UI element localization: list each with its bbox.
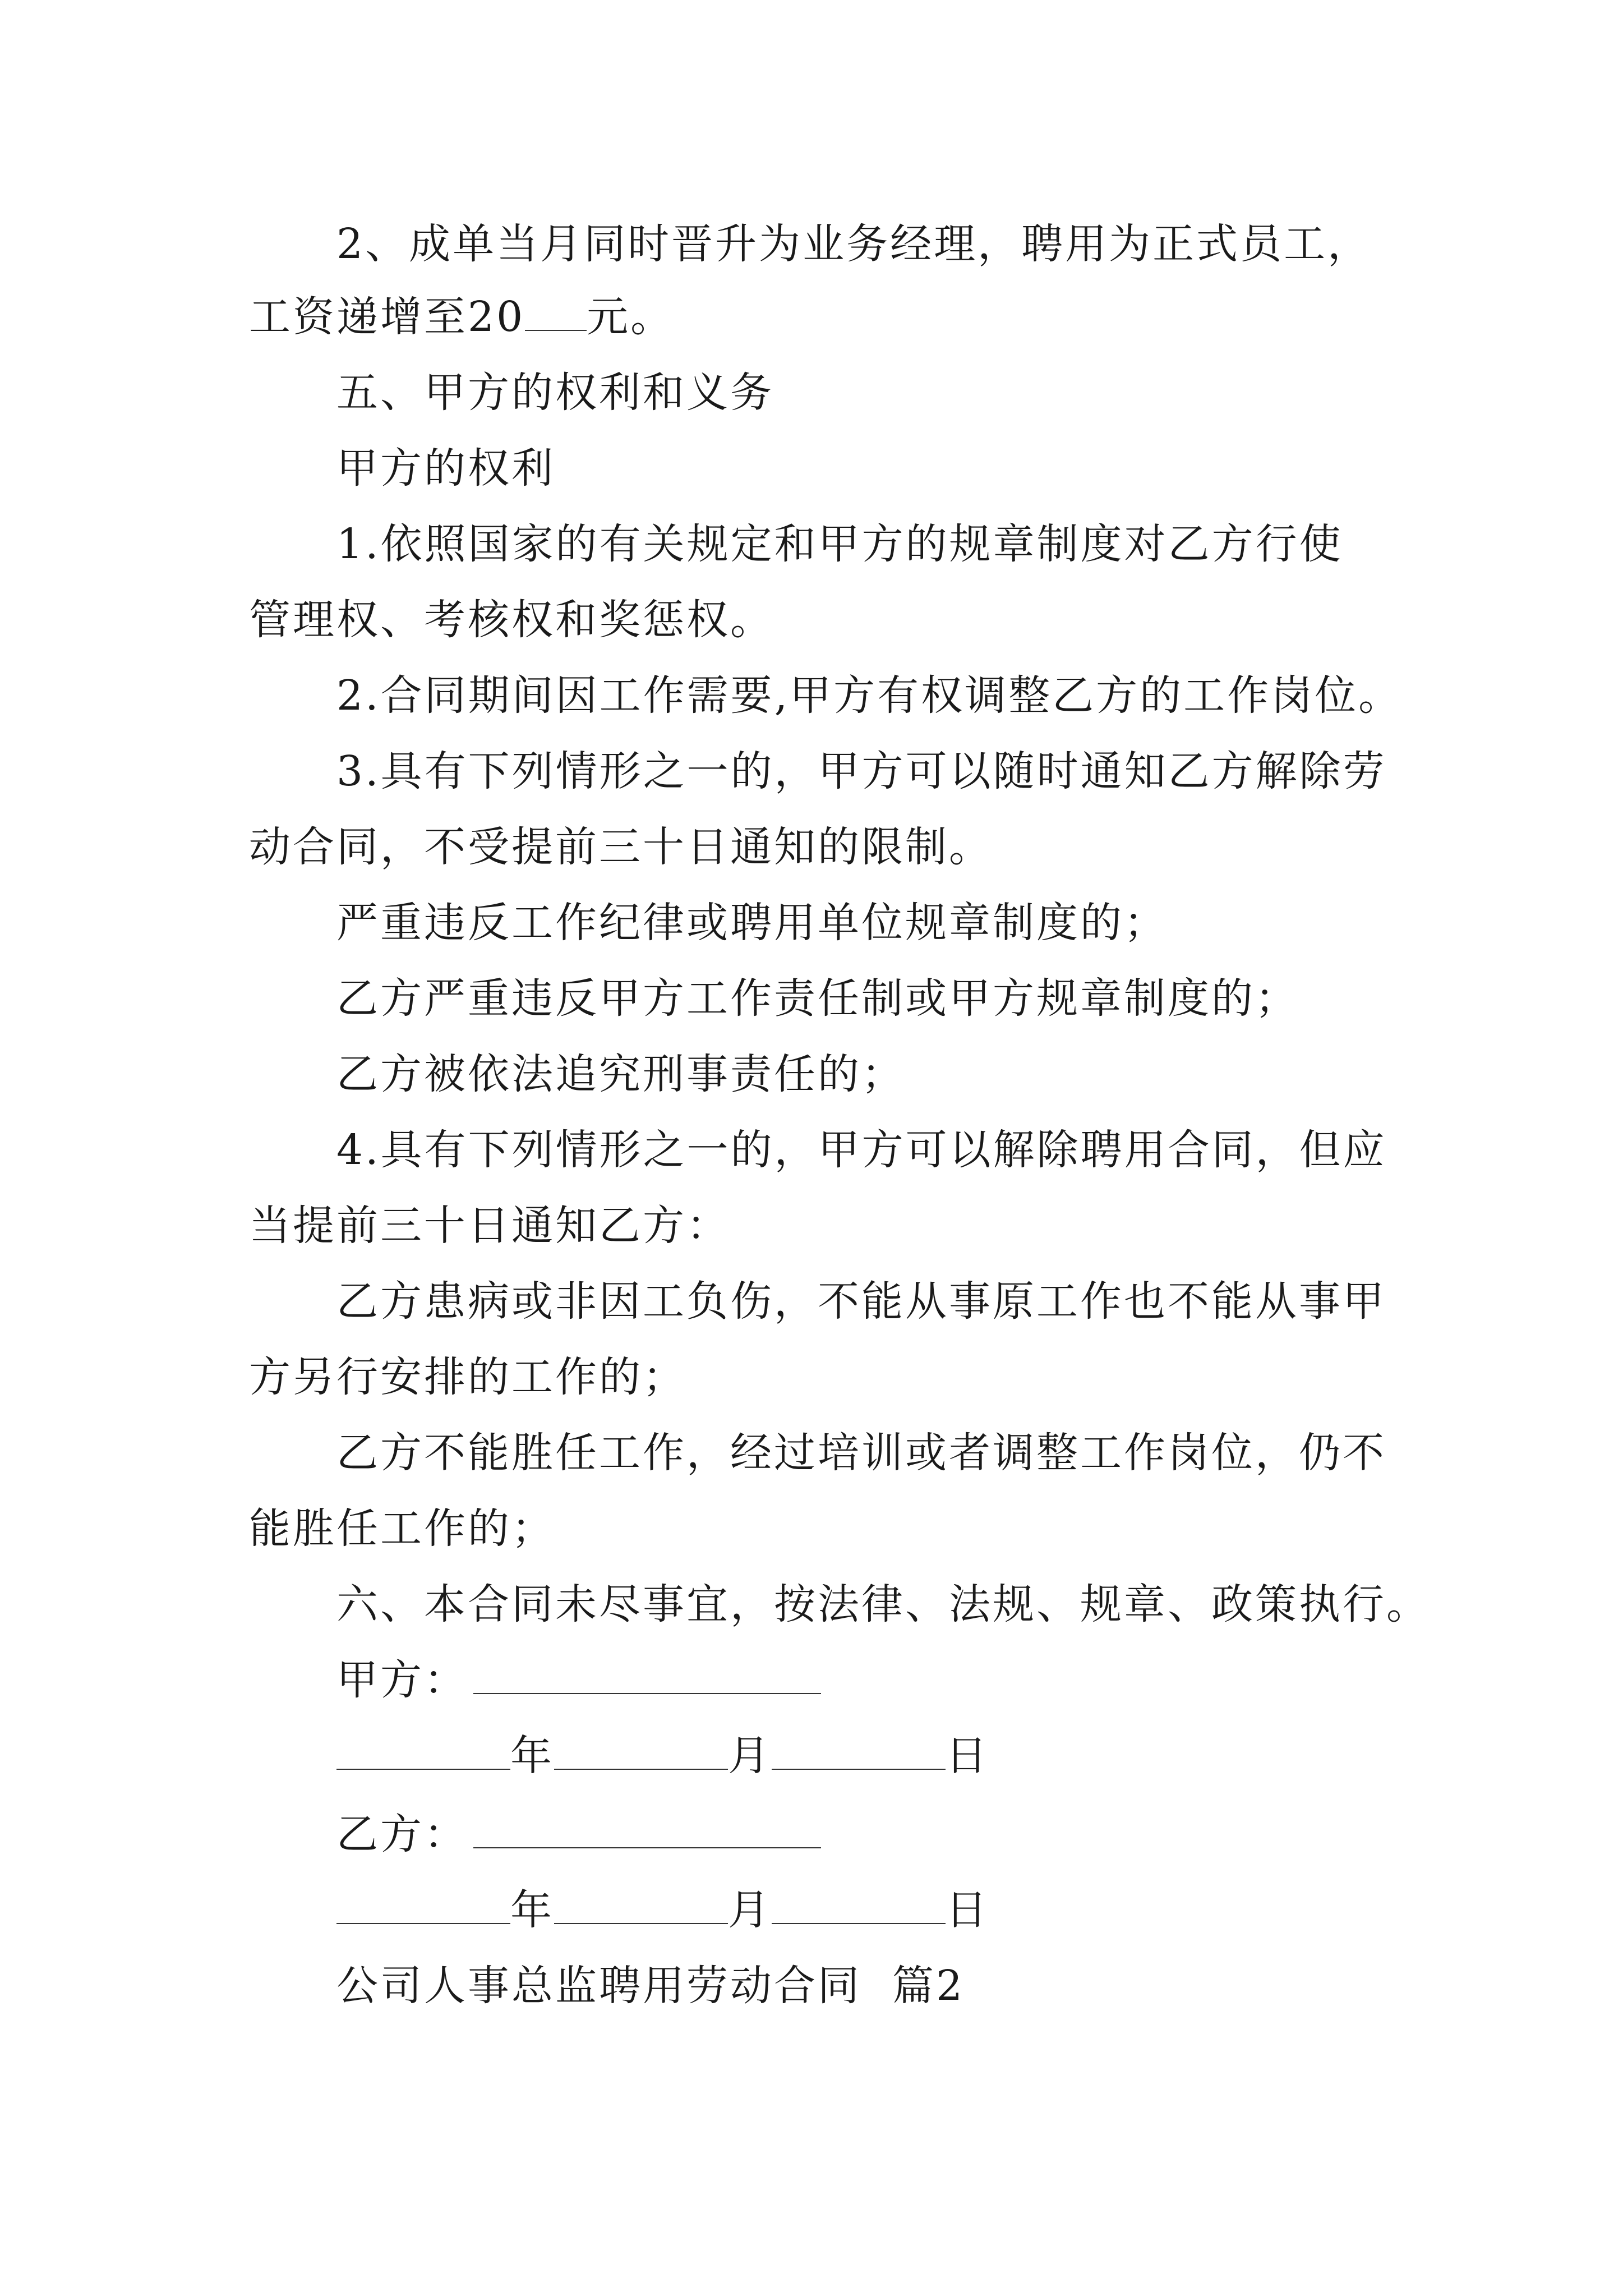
party-a-signature [336, 1652, 821, 1708]
para-1-line-2-tail: 元。 [587, 293, 675, 341]
day-blank [772, 1729, 946, 1770]
para-1-line-2 [249, 289, 674, 345]
para-1-line-2-text: 工资递增至20 [249, 293, 525, 341]
para-rights-3-line-2: 动合同，不受提前三十日通知的限制。 [249, 823, 993, 871]
para-1-line-1: 2、成单当月同时晋升为业务经理，聘用为正式员工， [336, 220, 1372, 268]
party-b-label: 乙方： [336, 1810, 468, 1858]
para-rights-4-line-2: 当提前三十日通知乙方： [249, 1202, 730, 1250]
condition-5-line-1: 乙方不能胜任工作，经过培训或者调整工作岗位，仍不 [336, 1429, 1386, 1477]
para-rights-3-line-1: 3.具有下列情形之一的，甲方可以随时通知乙方解除劳 [336, 747, 1387, 795]
month-label: 月 [728, 1732, 772, 1780]
condition-1: 严重违反工作纪律或聘用单位规章制度的； [336, 899, 1168, 947]
month-label: 月 [728, 1886, 772, 1934]
para-rights-1-line-2: 管理权、考核权和奖惩权。 [249, 596, 774, 644]
month-blank [554, 1729, 728, 1770]
amount-blank [525, 291, 587, 331]
party-b-signature [336, 1806, 821, 1862]
year-blank [336, 1884, 510, 1924]
party-b-date [336, 1882, 989, 1938]
party-a-label: 甲方： [336, 1656, 468, 1704]
para-rights-4-line-1: 4.具有下列情形之一的，甲方可以解除聘用合同，但应 [336, 1126, 1387, 1174]
day-label: 日 [946, 1732, 989, 1780]
subheading-rights: 甲方的权利 [336, 444, 555, 493]
year-label: 年 [510, 1732, 554, 1780]
day-blank [772, 1884, 946, 1924]
next-section-title: 公司人事总监聘用劳动合同 篇2 [336, 1962, 965, 2010]
condition-4-line-1: 乙方患病或非因工负伤，不能从事原工作也不能从事甲 [336, 1277, 1386, 1326]
condition-2: 乙方严重违反甲方工作责任制或甲方规章制度的； [336, 974, 1299, 1023]
section-heading-5: 五、甲方的权利和义务 [336, 369, 774, 417]
year-blank [336, 1729, 510, 1770]
day-label: 日 [946, 1886, 989, 1934]
section-heading-6: 六、本合同未尽事宜，按法律、法规、规章、政策执行。 [336, 1580, 1430, 1628]
condition-4-line-2: 方另行安排的工作的； [249, 1353, 686, 1401]
para-rights-1-line-1: 1.依照国家的有关规定和甲方的规章制度对乙方行使 [336, 520, 1343, 568]
party-a-date [336, 1728, 989, 1784]
month-blank [554, 1884, 728, 1924]
para-rights-2: 2.合同期间因工作需要,甲方有权调整乙方的工作岗位。 [336, 671, 1403, 720]
party-b-blank [473, 1808, 821, 1848]
condition-5-line-2: 能胜任工作的； [249, 1504, 555, 1553]
condition-3: 乙方被依法追究刑事责任的； [336, 1050, 905, 1098]
party-a-blank [473, 1654, 821, 1694]
year-label: 年 [510, 1886, 554, 1934]
